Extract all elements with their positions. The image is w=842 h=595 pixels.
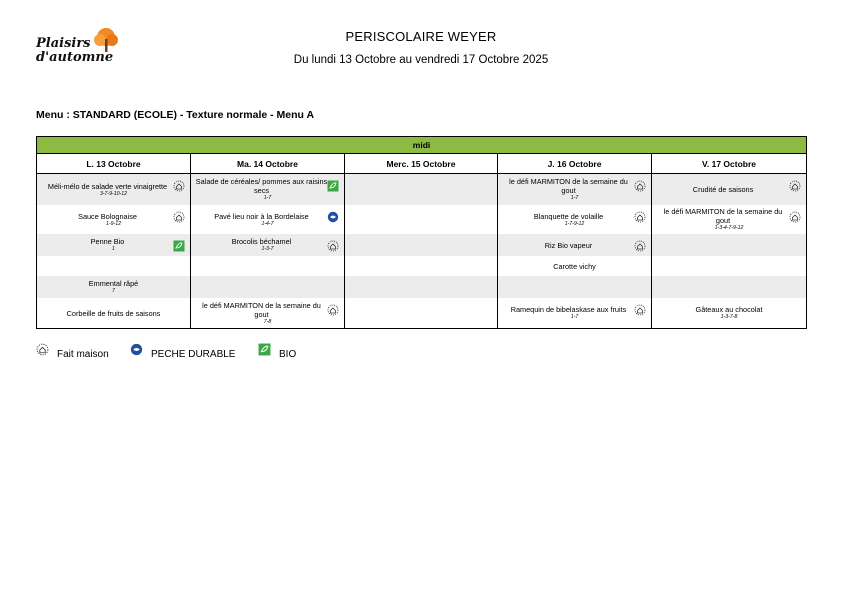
dish-name: Gâteaux au chocolat bbox=[695, 305, 763, 314]
logo-line-2: d'automne bbox=[36, 50, 114, 65]
menu-cell bbox=[652, 298, 807, 329]
fait-maison-icon bbox=[173, 211, 185, 223]
allergen-codes: 1 bbox=[112, 246, 115, 252]
day-header-row bbox=[37, 154, 807, 174]
menu-cell bbox=[345, 256, 498, 276]
menu-label: Menu : STANDARD (ECOLE) - Texture normale - Menu A bbox=[36, 109, 315, 121]
fait-maison-icon bbox=[327, 240, 339, 252]
fait-maison-icon bbox=[36, 343, 49, 356]
menu-cell bbox=[191, 205, 345, 234]
menu-cell bbox=[498, 298, 652, 329]
dish-name: Penne Bio bbox=[90, 237, 125, 246]
dish-name: Méli-mélo de salade verte vinaigrette bbox=[47, 181, 168, 191]
menu-cell bbox=[37, 256, 191, 276]
menu-cell bbox=[345, 298, 498, 329]
legend-label: Fait maison bbox=[57, 349, 109, 360]
menu-cell bbox=[345, 234, 498, 256]
dish-name: Riz Bio vapeur bbox=[544, 240, 593, 250]
table-row bbox=[37, 256, 807, 276]
table-row bbox=[37, 234, 807, 256]
menu-cell bbox=[37, 276, 191, 298]
allergen-codes: 1-3-4-7-9-12 bbox=[714, 225, 744, 231]
menu-cell bbox=[652, 276, 807, 298]
bio-icon bbox=[327, 180, 339, 192]
dish-name: le défi MARMITON de la semaine du gout bbox=[202, 300, 321, 319]
peche-durable-icon bbox=[130, 343, 143, 356]
menu-cell bbox=[345, 205, 498, 234]
table-row bbox=[37, 276, 807, 298]
meal-header: midi bbox=[37, 137, 807, 154]
allergen-codes: 1-7-9-12 bbox=[564, 220, 585, 227]
day-header: Merc. 15 Octobre bbox=[345, 154, 498, 174]
day-header: Ma. 14 Octobre bbox=[191, 154, 345, 174]
menu-cell bbox=[191, 256, 345, 276]
allergen-codes: 1-9-12 bbox=[106, 220, 121, 227]
menu-body bbox=[37, 174, 807, 329]
legend-label: BIO bbox=[279, 349, 297, 360]
allergen-codes: 1-7 bbox=[263, 195, 272, 201]
table-row bbox=[37, 205, 807, 234]
menu-cell bbox=[498, 276, 652, 298]
fait-maison-icon bbox=[634, 180, 646, 192]
menu-cell bbox=[345, 276, 498, 298]
table-row bbox=[37, 298, 807, 329]
allergen-codes: 7 bbox=[112, 288, 115, 294]
fait-maison-icon bbox=[789, 180, 801, 192]
menu-cell bbox=[191, 298, 345, 329]
menu-cell bbox=[37, 298, 191, 329]
logo-line-1: Plaisirs bbox=[36, 36, 91, 51]
menu-cell bbox=[191, 174, 345, 206]
fait-maison-icon bbox=[634, 211, 646, 223]
menu-cell bbox=[37, 234, 191, 256]
menu-cell bbox=[191, 276, 345, 298]
menu-cell bbox=[652, 205, 807, 234]
allergen-codes: 1-7 bbox=[570, 195, 579, 201]
fait-maison-icon bbox=[789, 211, 801, 223]
dish-name: Blanquette de volaille bbox=[533, 211, 604, 221]
menu-cell bbox=[652, 256, 807, 276]
dish-name: Carotte vichy bbox=[553, 261, 596, 271]
fait-maison-icon bbox=[327, 304, 339, 316]
table-row bbox=[37, 174, 807, 206]
menu-cell bbox=[345, 174, 498, 206]
dish-name: le défi MARMITON de la semaine du gout bbox=[509, 177, 628, 195]
day-header: J. 16 Octobre bbox=[498, 154, 652, 174]
day-header: V. 17 Octobre bbox=[652, 154, 807, 174]
fait-maison-icon bbox=[173, 180, 185, 192]
menu-cell bbox=[498, 234, 652, 256]
dish-name: Ramequin de bibelaskase aux fruits bbox=[510, 305, 627, 314]
page-title: PERISCOLAIRE WEYER bbox=[345, 29, 497, 44]
menu-table bbox=[36, 136, 807, 329]
menu-cell bbox=[498, 205, 652, 234]
peche-durable-icon bbox=[327, 211, 339, 223]
allergen-codes: 1-7 bbox=[570, 314, 579, 320]
date-range: Du lundi 13 Octobre au vendredi 17 Octobre 2025 bbox=[293, 54, 549, 66]
dish-name: Brocolis béchamel bbox=[231, 237, 292, 246]
allergen-codes: 1-3-7 bbox=[261, 246, 274, 252]
allergen-codes: 7-8 bbox=[263, 318, 272, 325]
menu-cell bbox=[652, 234, 807, 256]
bio-icon bbox=[258, 343, 271, 356]
bio-icon bbox=[173, 240, 185, 252]
fait-maison-icon bbox=[634, 304, 646, 316]
menu-cell bbox=[498, 256, 652, 276]
day-header: L. 13 Octobre bbox=[37, 154, 191, 174]
dish-name: Corbeille de fruits de saisons bbox=[66, 308, 161, 318]
menu-cell bbox=[652, 174, 807, 206]
menu-cell bbox=[191, 234, 345, 256]
menu-cell bbox=[37, 205, 191, 234]
fait-maison-icon bbox=[634, 240, 646, 252]
dish-name: Sauce Bolognaise bbox=[78, 211, 137, 221]
dish-name: le défi MARMITON de la semaine du gout bbox=[663, 207, 783, 225]
menu-cell bbox=[37, 174, 191, 206]
allergen-codes: 3-7-9-10-12 bbox=[99, 190, 128, 197]
allergen-codes: 1-4-7 bbox=[261, 220, 274, 227]
dish-name: Crudité de saisons bbox=[692, 185, 754, 194]
allergen-codes: 1-3-7-8 bbox=[720, 314, 738, 320]
dish-name: Emmental râpé bbox=[88, 279, 139, 288]
dish-name: Pavé lieu noir à la Bordelaise bbox=[214, 211, 309, 221]
menu-cell bbox=[498, 174, 652, 206]
legend-label: PECHE DURABLE bbox=[151, 349, 236, 360]
dish-name: Salade de céréales/ pommes aux raisins secs bbox=[195, 177, 328, 195]
